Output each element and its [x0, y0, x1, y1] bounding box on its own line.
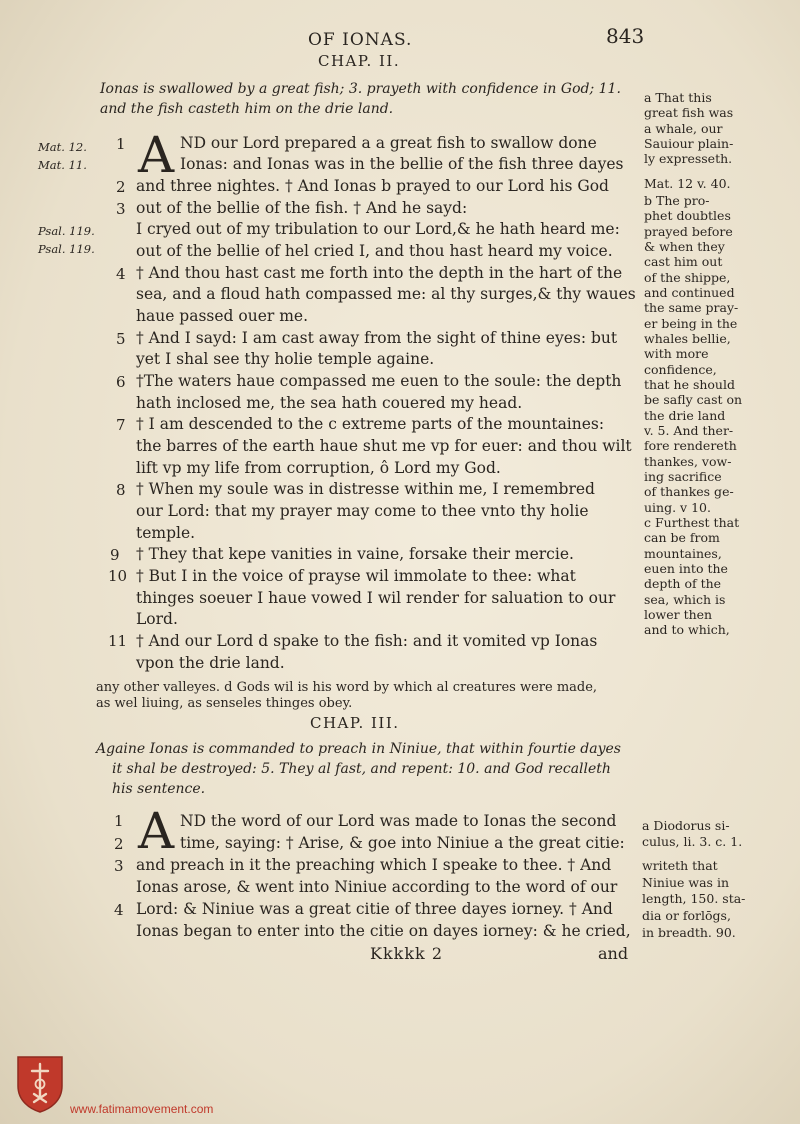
verse-number: 10 [108, 567, 128, 585]
verse-number: 2 [114, 835, 124, 853]
text-line: † They that kepe vanities in vaine, forsake their mercie. [136, 545, 574, 563]
side-note-line: er being in the [644, 316, 738, 331]
footnote-line: any other valleyes. d Gods wil is his word by which al creatures were made, [96, 680, 598, 695]
chapter-2-heading: CHAP. II. [318, 52, 401, 70]
text-line: and preach in it the preaching which I speake to thee. † And [136, 856, 612, 874]
signature-mark: Kkkkk 2 [370, 944, 443, 963]
text-line: out of the bellie of the fish. † And he sayd: [136, 199, 468, 217]
side-note-line: fore rendereth [644, 438, 737, 453]
text-line: the barres of the earth haue shut me vp for euer: and thou wilt [136, 437, 632, 455]
running-title: OF IONAS. [308, 30, 413, 50]
verse-number: 9 [110, 546, 120, 564]
footnote-line: as wel liuing, as senseles thinges obey. [96, 696, 353, 711]
text-line: ND the word of our Lord was made to Ionas the second [180, 812, 617, 830]
side-note-line: Niniue was in [642, 875, 729, 890]
verse-number: 2 [116, 178, 126, 196]
text-line: ND our Lord prepared a a great fish to swallow done [180, 134, 597, 152]
text-line: †The waters haue compassed me euen to the soule: the depth [136, 372, 622, 390]
side-note-line: c Furthest that [644, 515, 740, 530]
side-note-line: be safly cast on [644, 392, 743, 407]
side-note-line: and continued [644, 285, 735, 300]
verse-number: 1 [114, 812, 124, 830]
side-note-line: in breadth. 90. [642, 925, 736, 940]
side-note-line: v. 5. And ther- [644, 423, 734, 438]
text-line: I cryed out of my tribulation to our Lord,& he hath heard me: [136, 220, 620, 238]
text-line: † When my soule was in distresse within me, I remembred [136, 480, 595, 498]
margin-reference: Psal. 119. [38, 224, 95, 238]
margin-reference: Mat. 11. [38, 158, 87, 172]
chapter-3-heading: CHAP. III. [310, 714, 400, 732]
margin-reference: Mat. 12. [38, 140, 87, 154]
text-line: our Lord: that my prayer may come to thee vnto thy holie [136, 502, 589, 520]
side-note-line: b The pro- [644, 193, 710, 208]
chapter-3-summary-line: his sentence. [112, 781, 206, 797]
papal-keys-seal-icon [14, 1054, 66, 1114]
verse-number: 3 [114, 857, 124, 875]
side-note-line: a That this [644, 90, 712, 105]
verse-number: 11 [108, 632, 128, 650]
catchword: and [598, 944, 629, 963]
verse-number: 5 [116, 330, 126, 348]
side-note-line: prayed before [644, 224, 733, 239]
text-line: vpon the drie land. [136, 654, 285, 672]
side-note-line: of the shippe, [644, 270, 731, 285]
chapter-2-summary-line: Ionas is swallowed by a great fish; 3. prayeth with confidence in God; 11. [100, 81, 621, 97]
side-note-line: sea, which is [644, 592, 726, 607]
side-note-line: whales bellie, [644, 331, 731, 346]
text-line: Lord: & Niniue was a great citie of three dayes iorney. † And [136, 900, 613, 918]
verse-number: 1 [116, 135, 126, 153]
side-note-line: of thankes ge- [644, 484, 734, 499]
text-line: thinges soeuer I haue vowed I wil render for saluation to our [136, 589, 616, 607]
text-line: † And our Lord d spake to the fish: and it vomited vp Ionas [136, 632, 598, 650]
text-line: † And thou hast cast me forth into the depth in the hart of the [136, 264, 623, 282]
side-note-line: Mat. 12 v. 40. [644, 176, 731, 191]
text-line: out of the bellie of hel cried I, and thou hast heard my voice. [136, 242, 613, 260]
side-note-line: length, 150. sta- [642, 891, 746, 906]
side-note-line: a Diodorus si- [642, 818, 730, 833]
side-note-line: uing. v 10. [644, 500, 711, 515]
chapter-2-summary-line: and the fish casteth him on the drie land. [100, 101, 394, 117]
side-note-line: can be from [644, 530, 720, 545]
side-note-line: & when they [644, 239, 725, 254]
verse-number: 6 [116, 373, 126, 391]
side-note-line: a whale, our [644, 121, 723, 136]
side-note-line: euen into the [644, 561, 728, 576]
text-line: † And I sayd: I am cast away from the sight of thine eyes: but [136, 329, 618, 347]
verse-number: 8 [116, 481, 126, 499]
side-note-line: ing sacrifice [644, 469, 722, 484]
text-line: Ionas began to enter into the citie on dayes iorney: & he cried, [136, 922, 631, 940]
side-note-line: and to which, [644, 622, 730, 637]
drop-cap: A [138, 802, 175, 860]
side-note-line: writeth that [642, 858, 718, 873]
side-note-line: culus, li. 3. c. 1. [642, 834, 743, 849]
side-note-line: depth of the [644, 576, 722, 591]
text-line: haue passed ouer me. [136, 307, 309, 325]
text-line: time, saying: † Arise, & goe into Niniue a the great citie: [180, 834, 625, 852]
website-link[interactable]: www.fatimamovement.com [70, 1102, 214, 1116]
page-number: 843 [606, 24, 645, 48]
side-note-line: confidence, [644, 362, 717, 377]
text-line: † I am descended to the c extreme parts of the mountaines: [136, 415, 605, 433]
verse-number: 4 [114, 901, 124, 919]
side-note-line: Sauiour plain- [644, 136, 734, 151]
text-line: Ionas arose, & went into Niniue according to the word of our [136, 878, 618, 896]
text-line: and three nightes. † And Ionas b prayed to our Lord his God [136, 177, 609, 195]
side-note-line: thankes, vow- [644, 454, 732, 469]
text-line: hath inclosed me, the sea hath couered my head. [136, 394, 523, 412]
text-line: Lord. [136, 610, 178, 628]
drop-cap: A [138, 126, 175, 184]
text-line: Ionas: and Ionas was in the bellie of the fish three dayes [180, 155, 624, 173]
side-note-line: phet doubtles [644, 208, 731, 223]
side-note-line: the same pray- [644, 300, 739, 315]
chapter-3-summary-line: it shal be destroyed: 5. They al fast, and repent: 10. and God recalleth [112, 761, 611, 777]
verse-number: 3 [116, 200, 126, 218]
verse-number: 4 [116, 265, 126, 283]
side-note-line: cast him out [644, 254, 723, 269]
text-line: yet I shal see thy holie temple againe. [136, 350, 435, 368]
chapter-3-summary-line: Againe Ionas is commanded to preach in Niniue, that within fourtie dayes [96, 741, 621, 757]
text-line: † But I in the voice of prayse wil immolate to thee: what [136, 567, 576, 585]
side-note-line: great fish was [644, 105, 734, 120]
side-note-line: ly expresseth. [644, 151, 733, 166]
side-note-line: that he should [644, 377, 735, 392]
text-line: lift vp my life from corruption, ô Lord my God. [136, 459, 501, 477]
margin-reference: Psal. 119. [38, 242, 95, 256]
side-note-line: the drie land [644, 408, 726, 423]
text-line: temple. [136, 524, 196, 542]
side-note-line: with more [644, 346, 709, 361]
side-note-line: dia or forlōgs, [642, 908, 731, 923]
side-note-line: mountaines, [644, 546, 722, 561]
verse-number: 7 [116, 416, 126, 434]
side-note-line: lower then [644, 607, 713, 622]
text-line: sea, and a floud hath compassed me: al thy surges,& thy waues [136, 285, 636, 303]
